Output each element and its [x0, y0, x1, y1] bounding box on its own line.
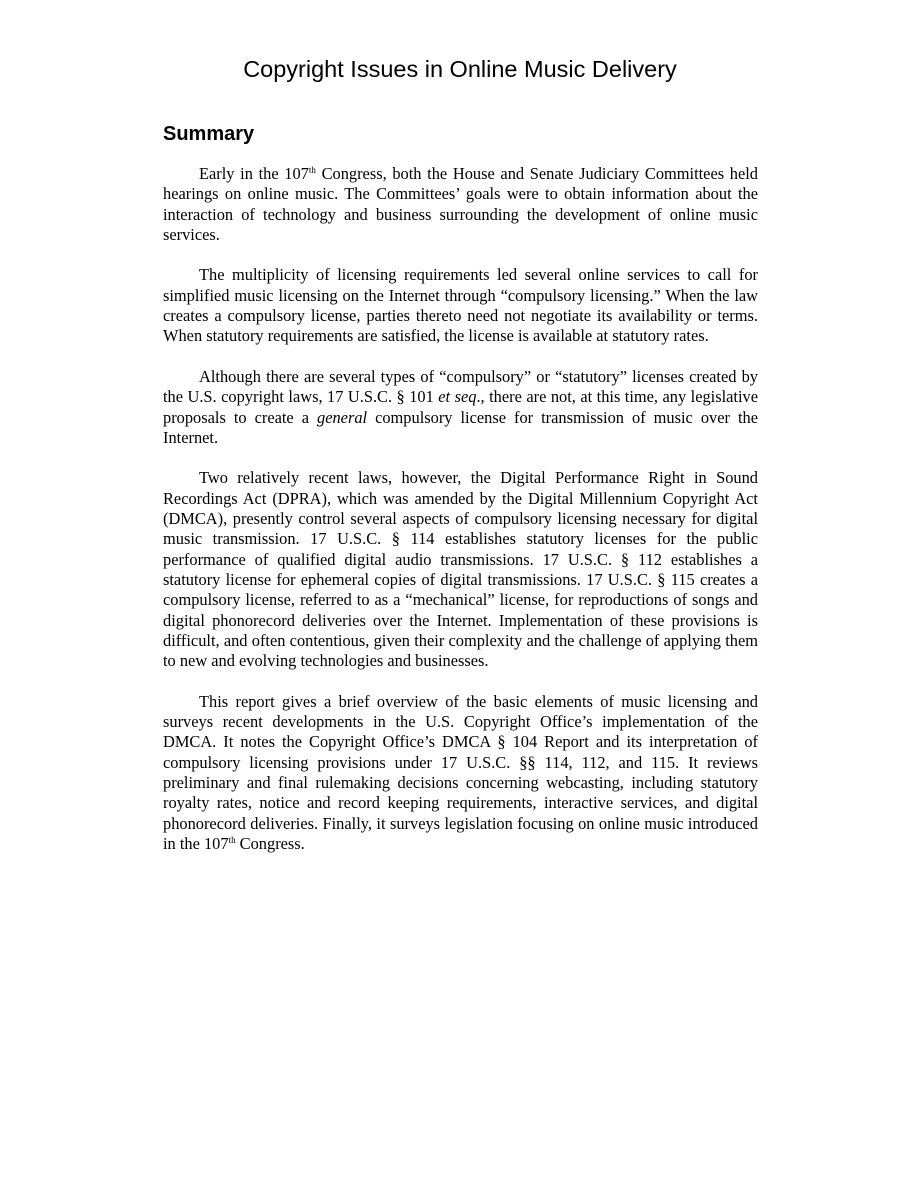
paragraph-text: Although there are several types of “compulsory” or “statutory” licenses created by the U.S. copyright laws, 17 U.S.C. § 101 — [163, 366, 758, 407]
summary-body — [163, 164, 758, 874]
italic-general: general — [317, 407, 368, 427]
paragraph-text: compulsory license for transmission of music over the Internet. — [163, 407, 758, 447]
summary-paragraph-1 — [163, 164, 758, 245]
paragraph-text: Congress, both the House and Senate Judiciary Committees held hearings on online music. The Committees’ goals were to obtain information about the interaction of technology and business surrounding the development of online music services. — [163, 164, 758, 244]
summary-paragraph-5 — [163, 692, 758, 854]
italic-et-seq: et seq — [438, 387, 477, 407]
paragraph-text: Early in the 107 — [199, 164, 309, 183]
paragraph-text: Congress. — [235, 833, 305, 853]
paragraph-text: This report gives a brief overview of the basic elements of music licensing and surveys recent developments in the U.S. Copyright Office’s implementation of the DMCA. It notes the Copyright Office’s DMCA § 104 Report and its interpretation of compulsory licensing provisions under 17 U.S.C. §§ 114, 112, and 115. It reviews preliminary and final rulemaking decisions concerning webcasting, including statutory royalty rates, notice and record keeping requirements, interactive services, and digital phonorecord deliveries. Finally, it surveys legislation focusing on online music introduced in the 107 — [163, 691, 758, 853]
section-heading-summary: Summary — [163, 123, 255, 145]
ordinal-superscript: th — [308, 165, 316, 175]
ordinal-superscript: th — [228, 834, 236, 845]
summary-paragraph-3 — [163, 367, 758, 448]
summary-paragraph-4: Two relatively recent laws, however, the Digital Performance Right in Sound Recordings Act (DPRA), which was amended by the Digital Millennium Copyright Act (DMCA), presently control several aspects of compulsory licensing necessary for digital music transmission. 17 U.S.C. § 114 establishes statutory licenses for the public performance of qualified digital audio transmissions. 17 U.S.C. § 112 establishes a statutory license for ephemeral copies of digital transmissions. 17 U.S.C. § 115 creates a compulsory license, referred to as a “mechanical” license, for reproductions of songs and digital phonorecord deliveries over the Internet. Implementation of these provisions is difficult, and often contentious, given their complexity and the challenge of applying them to new and evolving technologies and businesses. — [163, 468, 758, 671]
summary-paragraph-2: The multiplicity of licensing requirements led several online services to call for simplified music licensing on the Internet through “compulsory licensing.” When the law creates a compulsory license, parties thereto need not negotiate its availability or terms. When statutory requirements are satisfied, the license is available at statutory rates. — [163, 265, 758, 346]
paragraph-text: ., there are not, at this time, any legislative proposals to create a — [163, 387, 758, 427]
document-title: Copyright Issues in Online Music Delivery — [243, 56, 677, 82]
